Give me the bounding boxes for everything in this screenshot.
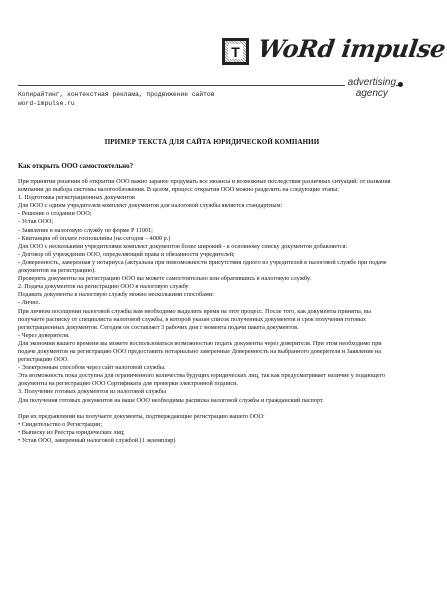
header <box>0 0 447 120</box>
paragraph: Для ООО с несколькими учредителями комплект документов более широкий - к основному списку документов добавляется: <box>18 242 348 250</box>
divider-dot <box>398 82 403 87</box>
paragraph: Подавать документы в налоговую службу можно несколькими способами: <box>18 291 214 299</box>
bullet-item: • Устав ООО, заверенный налоговой службой (1 экземпляр) <box>18 436 176 444</box>
step-heading: 3. Получение готовых документов из налоговой службы <box>18 388 167 396</box>
t-logo-icon <box>222 38 249 65</box>
paragraph: Эта возможность пока доступна для ограниченного количества будущих юридических лиц, так как предусматривает наличие у подающего документы на регистрацию ООО Сертификата для проверки электронной подписи. <box>18 372 386 388</box>
list-item: - Лично. <box>18 299 41 307</box>
paragraph: Для получения готовых документов на ваше ООО необходимы расписка налоговой службы и гражданский паспорт. <box>18 396 324 404</box>
list-item: - Заявление в налоговую службу по форме Р 11001; <box>18 226 153 234</box>
list-item: - Решение о создании ООО; <box>18 210 92 218</box>
document-body <box>18 178 398 445</box>
tagline <box>18 90 215 108</box>
list-item: - Доверенность, заверенная у нотариуса (актуальна при невозможности присутствия одного из учредителей в налоговой службе при подаче документов на регистрацию). <box>18 258 387 275</box>
agency-line-2: agency <box>355 88 388 99</box>
paragraph: Для экономии вашего времени вы можете воспользоваться возможностью подать документы через доверителя. При этом необходимо при подаче документов на регистрацию ООО предоставить нотариально заверенные Доверенность на выбранного доверителя и Заявление на регистрацию ООО. <box>18 339 382 364</box>
list-item: - Договор об учреждении ООО, определяющий права и обязанности учредителей; <box>18 250 235 258</box>
list-item: - Электронным способом через сайт налоговой службы. <box>18 364 166 372</box>
tagline-website: word-impulse.ru <box>18 100 75 107</box>
bullet-item: • Выписку из Реестра юридических лиц; <box>18 428 125 436</box>
agency-line-1: advertising <box>347 77 396 88</box>
section-heading: Как открыть ООО самостоятельно? <box>18 162 134 170</box>
paragraph: При принятии решения об открытии ООО важно заранее продумать все нюансы и возможные последствия различных ситуаций: от названия компании до выбора системы налогообложения. В целом, процесс открытия ООО можно разделить на следующие этапы: <box>18 178 391 194</box>
paragraph: Для ООО с одним учредителем комплект документов для налоговой службы является стандартным: <box>18 202 283 210</box>
step-heading: 2. Подача документов на регистрацию ООО в налоговую службу <box>18 283 189 291</box>
paragraph: При личном посещении налоговой службы вам необходимо выделить время на этот процесс. После того, как документы приняты, вы получаете расписку от специалиста налоговой службы, в которой указан список полученных документов и срок получения готовых регистрационных документов. Сегодня он составляет 3 рабочих дня с момента подачи пакета документов. <box>18 307 371 331</box>
step-heading: 1. Подготовка регистрационных документов <box>18 194 135 202</box>
spacer <box>18 405 398 413</box>
header-divider <box>18 85 400 86</box>
list-item: - Устав ООО; <box>18 218 54 226</box>
tagline-services: Копирайтинг, контекстная реклама, продвижение сайтов <box>18 91 215 98</box>
logo-letter: T <box>228 44 243 59</box>
list-item: - Через доверителя. <box>18 331 70 339</box>
bullet-item: • Свидетельство о Регистрации; <box>18 420 102 428</box>
paragraph: Проверить документы на регистрацию ООО вы можете самостоятельно или обратившись в налоговую службу. <box>18 275 311 283</box>
agency-caption <box>345 77 396 99</box>
document-title: ПРИМЕР ТЕКСТА ДЛЯ САЙТА ЮРИДИЧЕСКОЙ КОМПАНИИ <box>104 138 320 146</box>
paragraph: При их предъявлении вы получаете документы, подтверждающие регистрацию вашего ООО: <box>18 412 265 420</box>
brand-logo: WoRd impulse <box>256 34 447 63</box>
list-item: - Квитанция об оплате госпошлины (на сегодня – 4000 р.) <box>18 234 171 242</box>
